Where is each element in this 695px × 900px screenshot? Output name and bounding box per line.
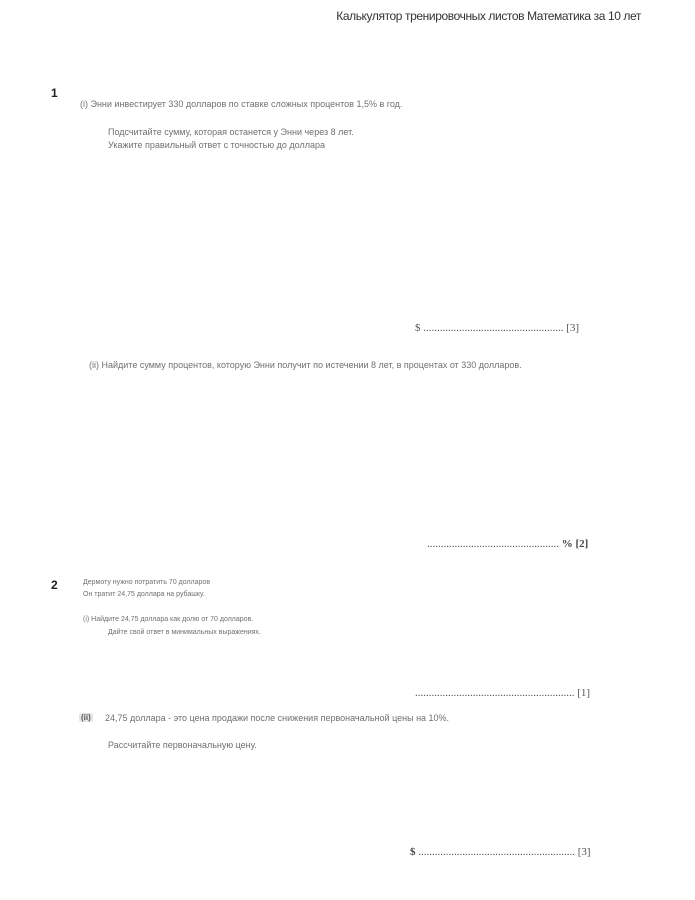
q2-part-ii-dollar-symbol: $ <box>410 846 416 858</box>
q2-part-i-line2: Дайте свой ответ в минимальных выражениях. <box>108 629 261 636</box>
question-number-2: 2 <box>51 578 58 592</box>
q2-intro-line1: Дермоту нужно потратить 70 долларов <box>83 579 211 586</box>
q1-part-ii-answer-line <box>427 538 588 550</box>
q1-part-ii-answer-mark: % [2] <box>561 538 589 550</box>
q2-intro-line2: Он тратит 24,75 доллара на рубашку. <box>83 591 205 598</box>
page-header-title: Калькулятор тренировочных листов Математика за 10 лет <box>336 9 641 23</box>
q2-part-ii-label: (ii) <box>81 713 91 722</box>
q2-part-ii-answer-line <box>410 846 591 858</box>
q1-part-ii-text: (ii) Найдите сумму процентов, которую Энни получит по истечении 8 лет, в процентах от 330 долларов. <box>89 360 522 370</box>
q2-part-ii-line2: Рассчитайте первоначальную цену. <box>108 740 257 750</box>
q2-part-ii-answer-dots: ......................................................... [3] <box>418 846 591 858</box>
q2-part-i-answer-line: .......................................................... [1] <box>415 687 591 699</box>
q1-part-i-line3: Укажите правильный ответ с точностью до доллара <box>108 140 325 150</box>
question-number-1: 1 <box>51 86 58 100</box>
q1-part-i-answer-line: $ ................................................... [3] <box>415 322 580 334</box>
q1-part-i-line2: Подсчитайте сумму, которая останется у Энни через 8 лет. <box>108 127 354 137</box>
q2-part-ii-text: 24,75 доллара - это цена продажи после снижения первоначальной цены на 10%. <box>105 713 450 723</box>
q2-part-i-text: (i) Найдите 24,75 доллара как долю от 70 долларов. <box>83 616 254 623</box>
q1-part-i-text: (i) Энни инвестирует 330 долларов по ставке сложных процентов 1,5% в год. <box>80 99 403 109</box>
q1-part-ii-answer-dots: ................................................ <box>427 538 559 550</box>
